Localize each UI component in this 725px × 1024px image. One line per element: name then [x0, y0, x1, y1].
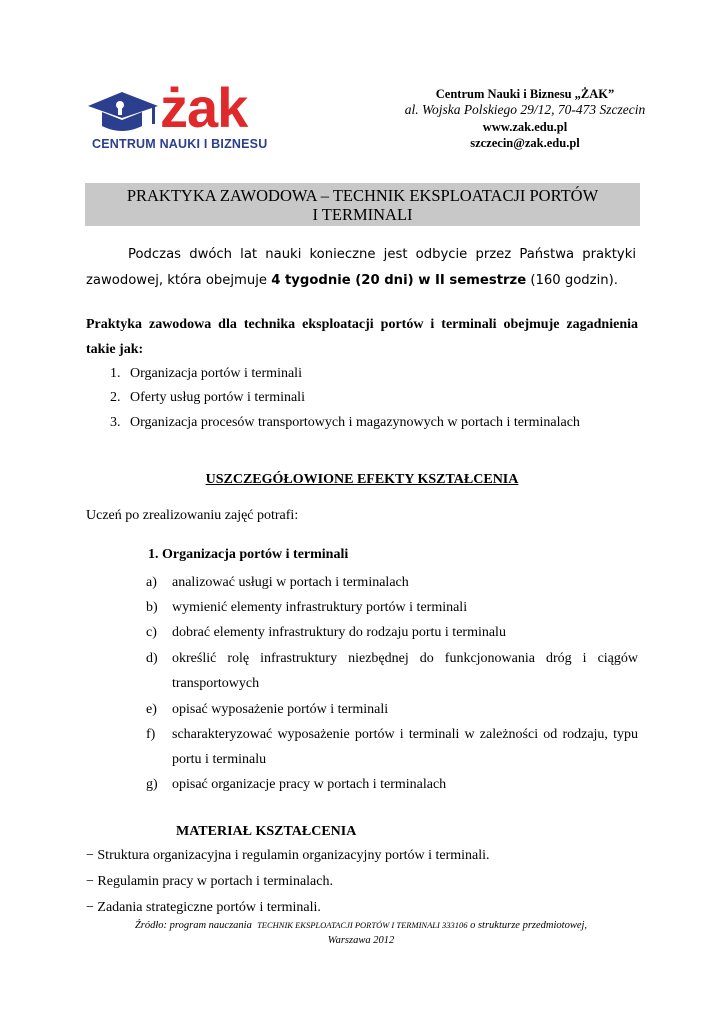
- org-name: Centrum Nauki i Biznesu „ŻAK”: [435, 87, 615, 101]
- scope-item: 1. Organizacja portów i terminali: [110, 366, 302, 381]
- material-item: − Regulamin pracy w portach i terminalach.: [86, 874, 333, 889]
- source-note: [96, 918, 626, 948]
- material-item: − Struktura organizacyjna i regulamin organizacyjny portów i terminali.: [86, 848, 490, 863]
- page-title-line2: I TERMINALI: [312, 205, 413, 224]
- source-prefix: Źródło: program nauczania: [134, 920, 252, 931]
- material-item: − Zadania strategiczne portów i terminali.: [86, 900, 321, 915]
- source-line2: Warszawa 2012: [327, 935, 395, 946]
- intro-text-2: (160 godzin).: [530, 273, 618, 288]
- scope-heading: Praktyka zawodowa dla technika eksploatacji portów i terminali obejmuje zagadnienia takie jak:: [86, 317, 638, 357]
- page-title-line1: PRAKTYKA ZAWODOWA – TECHNIK EKSPLOATACJI PORTÓW: [126, 186, 599, 205]
- effects-section-title: 1. Organizacja portów i terminali: [148, 547, 349, 562]
- effects-lead: Uczeń po zrealizowaniu zajęć potrafi:: [86, 508, 299, 523]
- scope-item: 3. Organizacja procesów transportowych i magazynowych w portach i terminalach: [110, 415, 580, 430]
- org-website-link[interactable]: www.zak.edu.pl: [482, 120, 568, 134]
- logo-wordmark: żak: [160, 76, 248, 139]
- intro-text-1: Podczas dwóch lat nauki konieczne jest odbycie przez Państwa praktyki zawodowej, która obejmuje: [86, 247, 636, 288]
- logo-subtitle: CENTRUM NAUKI I BIZNESU: [92, 137, 268, 151]
- graduation-cap-icon: [86, 84, 166, 136]
- scope-item: 2. Oferty usług portów i terminali: [110, 390, 305, 405]
- intro-duration: 4 tygodnie (20 dni) w II semestrze: [271, 273, 527, 288]
- page-title: [85, 183, 640, 226]
- intro-paragraph: [86, 242, 636, 294]
- effects-heading: USZCZEGÓŁOWIONE EFEKTY KSZTAŁCENIA: [205, 472, 519, 487]
- source-suffix: o strukturze przedmiotowej,: [470, 920, 588, 931]
- materials-heading: MATERIAŁ KSZTAŁCENIA: [176, 824, 357, 839]
- org-email-link[interactable]: szczecin@zak.edu.pl: [470, 136, 580, 150]
- source-program: TECHNIK EKSPLOATACJI PORTÓW I TERMINALI 333106: [257, 920, 468, 930]
- org-address: al. Wojska Polskiego 29/12, 70-473 Szczecin: [404, 102, 646, 117]
